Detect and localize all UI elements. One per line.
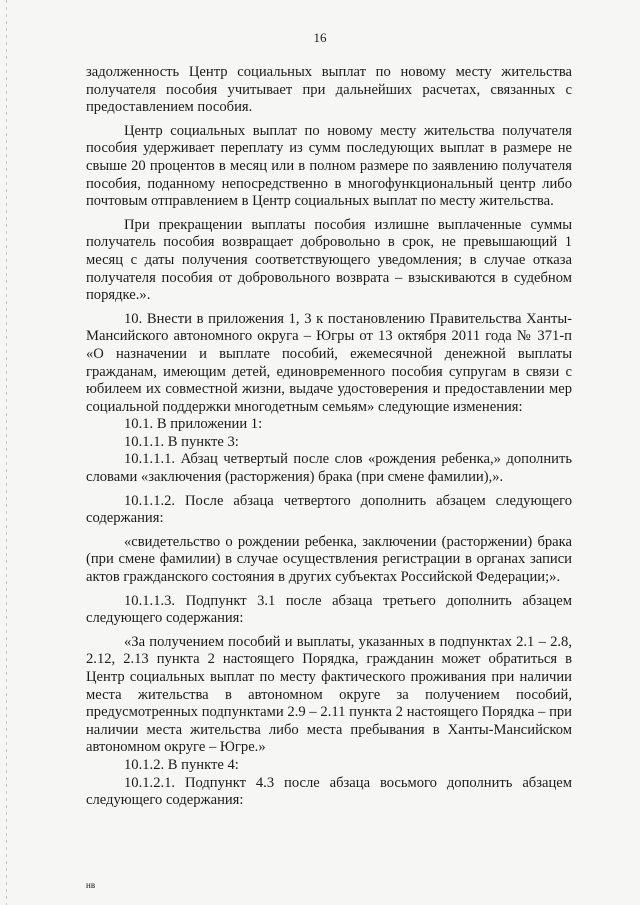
paragraph: 10.1.1. В пункте 3:	[124, 433, 239, 450]
paragraph: 10.1.2.1. Подпункт 4.3 после абзаца восьмого дополнить абзацем следующего содержания:	[86, 774, 572, 809]
paragraph: При прекращении выплаты пособия излишне выплаченные суммы получатель пособия возвращает добровольно в срок, не превышающий 1 месяц с даты получения соответствующего уведомления; в случае отказа получателя пособия от добровольного возврата – взыскиваются в судебном порядке.».	[86, 216, 572, 304]
footer-mark: нв	[86, 880, 96, 890]
scan-edge	[6, 0, 7, 905]
paragraph: 10.1.1.3. Подпункт 3.1 после абзаца третьего дополнить абзацем следующего содержания:	[86, 592, 572, 627]
paragraph: Центр социальных выплат по новому месту жительства получателя пособия удерживает переплату из сумм последующих выплат в размере не свыше 20 процентов в месяц или в полном размере по заявлению получателя пособия, поданному непосредственно в многофункциональный центр либо почтовым отправлением в Центр социальных выплат по месту жительства.	[86, 122, 572, 210]
paragraph: 10.1. В приложении 1:	[124, 416, 263, 433]
paragraph: 10. Внести в приложения 1, 3 к постановлению Правительства Ханты-Мансийского автономного округа – Югры от 13 октября 2011 года № 371-п «О назначении и выплате пособий, ежемесячной денежной выплаты гражданам, имеющим детей, единовременного пособия супругам в связи с юбилеем их совместной жизни, выдаче удостоверения и предоставлении мер социальной поддержки многодетным семьям» следующие изменения:	[86, 310, 572, 415]
paragraph: «свидетельство о рождении ребенка, заключении (расторжении) брака (при смене фамилии) в случае осуществления регистрации в органах записи актов гражданского состояния в других субъектах Российской Федерации;».	[86, 533, 572, 586]
page-number: 16	[313, 30, 327, 45]
document-body	[86, 64, 572, 810]
paragraph: задолженность Центр социальных выплат по новому месту жительства получателя пособия учитывает при дальнейших расчетах, связанных с предоставлением пособия.	[86, 64, 572, 116]
paragraph: 10.1.1.1. Абзац четвертый после слов «рождения ребенка,» дополнить словами «заключения (расторжения) брака (при смене фамилии),».	[86, 451, 572, 486]
paragraph: «За получением пособий и выплаты, указанных в подпунктах 2.1 – 2.8, 2.12, 2.13 пункта 2 настоящего Порядка, гражданин может обратиться в Центр социальных выплат по месту фактического проживания при наличии места жительства в автономном округе за получением пособий, предусмотренных подпунктами 2.9 – 2.11 пункта 2 настоящего Порядка – при наличии места жительства либо места пребывания в Ханты-Мансийском автономном округе – Югре.»	[86, 633, 572, 756]
paragraph: 10.1.1.2. После абзаца четвертого дополнить абзацем следующего содержания:	[86, 492, 572, 527]
paragraph: 10.1.2. В пункте 4:	[124, 756, 239, 773]
